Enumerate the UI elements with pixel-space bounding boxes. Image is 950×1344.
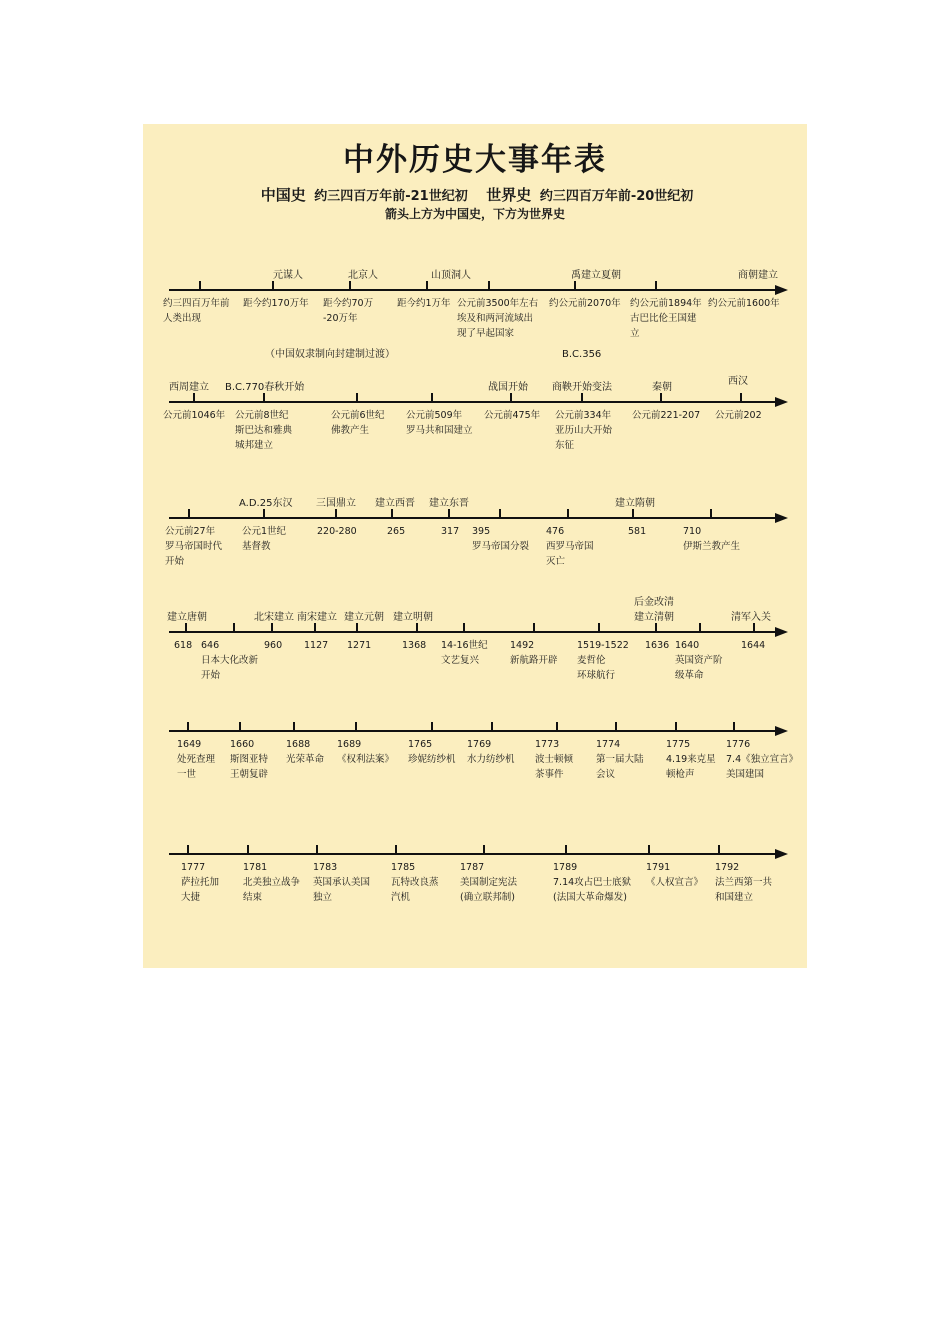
world-event-label: 1644 <box>741 640 766 651</box>
china-event-label: 建立隋朝 <box>615 498 655 509</box>
world-event-label: 1640 英国资产阶 级革命 <box>675 640 723 681</box>
timeline-tick <box>483 845 485 854</box>
timeline-tick <box>615 722 617 731</box>
world-event-label: 1773 波士顿倾 茶事件 <box>535 739 574 780</box>
timeline-axis <box>169 289 783 291</box>
world-event-label: 1785 瓦特改良蒸 汽机 <box>391 862 439 903</box>
world-event-label: 581 <box>628 526 647 537</box>
china-event-label: 禹建立夏朝 <box>571 270 621 281</box>
timeline-tick <box>598 623 600 632</box>
world-event-label: 1271 <box>347 640 372 651</box>
china-event-label: 商朝建立 <box>738 270 778 281</box>
timeline-axis <box>169 517 783 519</box>
timeline-tick <box>499 509 501 518</box>
world-event-label: 1775 4.19来克星 顿枪声 <box>666 739 716 780</box>
world-event-label: 距今约1万年 <box>397 298 451 309</box>
world-event-label: 1791 《人权宣言》 <box>646 862 704 888</box>
timeline-axis <box>169 730 783 732</box>
world-event-label: 960 <box>264 640 283 651</box>
china-history-label: 中国史 <box>260 186 306 204</box>
world-event-label: 公元前8世纪 斯巴达和雅典 城邦建立 <box>235 410 293 451</box>
timeline-tick <box>567 509 569 518</box>
world-event-label: 公元前6世纪 佛教产生 <box>331 410 385 436</box>
china-event-label: 西周建立 <box>169 382 209 393</box>
timeline-tick <box>239 722 241 731</box>
world-event-label: 公元前509年 罗马共和国建立 <box>406 410 473 436</box>
world-event-label: 1787 美国制定宪法 (确立联邦制) <box>460 862 518 903</box>
timeline-tick <box>699 623 701 632</box>
timeline-tick <box>556 722 558 731</box>
timeline-tick <box>740 393 742 402</box>
world-event-label: 14-16世纪 文艺复兴 <box>441 640 488 666</box>
timeline-tick <box>199 281 201 290</box>
china-event-label: 后金改清 <box>634 597 674 608</box>
timeline-tick <box>565 845 567 854</box>
china-event-label: 建立清朝 <box>634 612 674 623</box>
arrow-head-icon <box>775 285 788 295</box>
world-event-label: 220-280 <box>317 526 357 537</box>
timeline-tick <box>710 509 712 518</box>
timeline-tick <box>648 845 650 854</box>
china-event-label: 建立元朝 <box>344 612 384 623</box>
world-event-label: 1688 光荣革命 <box>286 739 325 765</box>
timeline-tick <box>488 281 490 290</box>
china-event-label: 战国开始 <box>488 382 528 393</box>
world-event-label: 公元前1046年 <box>163 410 226 421</box>
china-event-label: B.C.770春秋开始 <box>225 382 305 393</box>
world-event-label: 约公元前1600年 <box>708 298 780 309</box>
world-event-label: 395 罗马帝国分裂 <box>472 526 530 552</box>
world-event-label: 公元前202 <box>715 410 762 421</box>
world-event-label: 约公元前2070年 <box>549 298 621 309</box>
china-event-label: A.D.25东汉 <box>239 498 293 509</box>
timeline-tick <box>247 845 249 854</box>
world-event-label: 1783 英国承认美国 独立 <box>313 862 371 903</box>
china-event-label: 秦朝 <box>652 382 672 393</box>
china-event-label: 建立唐朝 <box>167 612 207 623</box>
timeline-tick <box>655 281 657 290</box>
timeline-tick <box>395 845 397 854</box>
world-event-label: 265 <box>387 526 406 537</box>
world-event-label: 618 <box>174 640 193 651</box>
timeline-tick <box>233 623 235 632</box>
timeline-tick <box>316 845 318 854</box>
timeline-tick <box>675 722 677 731</box>
arrow-head-icon <box>775 627 788 637</box>
timeline-axis <box>169 853 783 855</box>
timeline-tick <box>463 623 465 632</box>
world-event-label: 公元前475年 <box>484 410 541 421</box>
timeline-tick <box>188 509 190 518</box>
world-event-label: 1636 <box>645 640 670 651</box>
world-event-label: 距今约170万年 <box>243 298 309 309</box>
world-event-label: 317 <box>441 526 460 537</box>
china-event-label: （中国奴隶制向封建制过渡） <box>265 349 395 360</box>
china-event-label: B.C.356 <box>562 349 602 360</box>
world-event-label: 1774 第一届大陆 会议 <box>596 739 644 780</box>
china-event-label: 建立西晋 <box>375 498 415 509</box>
china-event-label: 建立东晋 <box>429 498 469 509</box>
timeline-tick <box>431 393 433 402</box>
china-event-label: 北宋建立 <box>254 612 294 623</box>
world-event-label: 1689 《权利法案》 <box>337 739 395 765</box>
world-event-label: 1769 水力纺纱机 <box>467 739 515 765</box>
world-history-range: 约三四百万年前-20世纪初 <box>539 189 694 204</box>
china-event-label: 建立明朝 <box>393 612 433 623</box>
world-event-label: 公元前3500年左右 埃及和两河流域出 现了早起国家 <box>457 298 539 339</box>
timeline-tick <box>187 845 189 854</box>
world-event-label: 1777 萨拉托加 大捷 <box>181 862 220 903</box>
timeline-tick <box>356 393 358 402</box>
arrow-head-icon <box>775 513 788 523</box>
world-event-label: 1660 斯图亚特 王朝复辟 <box>230 739 269 780</box>
arrow-head-icon <box>775 849 788 859</box>
world-event-label: 1368 <box>402 640 427 651</box>
timeline-tick <box>491 722 493 731</box>
world-event-label: 476 西罗马帝国 灭亡 <box>546 526 594 567</box>
world-event-label: 1792 法兰西第一共 和国建立 <box>715 862 773 903</box>
world-event-label: 710 伊斯兰教产生 <box>683 526 741 552</box>
timeline-tick <box>187 722 189 731</box>
world-event-label: 1776 7.4《独立宣言》 美国建国 <box>726 739 799 780</box>
world-event-label: 约公元前1894年 古巴比伦王国建 立 <box>630 298 702 339</box>
world-event-label: 646 日本大化改新 开始 <box>201 640 259 681</box>
world-event-label: 1127 <box>304 640 329 651</box>
china-history-range: 约三四百万年前-21世纪初 <box>314 189 468 204</box>
world-event-label: 1789 7.14攻占巴士底狱 (法国大革命爆发) <box>553 862 632 903</box>
subtitle <box>143 184 807 205</box>
world-event-label: 公元前221-207 <box>632 410 701 421</box>
timeline-tick <box>733 722 735 731</box>
world-event-label: 距今约70万 -20万年 <box>323 298 374 324</box>
world-event-label: 公元1世纪 基督教 <box>242 526 287 552</box>
china-event-label: 三国鼎立 <box>316 498 356 509</box>
arrow-head-icon <box>775 726 788 736</box>
timeline-tick <box>355 722 357 731</box>
timeline-axis <box>169 631 783 633</box>
china-event-label: 商鞅开始变法 <box>552 382 612 393</box>
arrow-head-icon <box>775 397 788 407</box>
world-event-label: 公元前27年 罗马帝国时代 开始 <box>165 526 223 567</box>
world-event-label: 1492 新航路开辟 <box>510 640 558 666</box>
world-event-label: 1781 北美独立战争 结束 <box>243 862 301 903</box>
timeline-tick <box>426 281 428 290</box>
arrow-note: 箭头上方为中国史，下方为世界史 <box>384 207 565 221</box>
world-event-label: 1519-1522 麦哲伦 环球航行 <box>577 640 629 681</box>
world-event-label: 1765 珍妮纺纱机 <box>408 739 456 765</box>
china-event-label: 南宋建立 <box>297 612 337 623</box>
china-event-label: 清军入关 <box>731 612 771 623</box>
timeline-tick <box>431 722 433 731</box>
world-event-label: 公元前334年 亚历山大开始 东征 <box>555 410 613 451</box>
china-event-label: 北京人 <box>348 270 378 281</box>
china-event-label: 元谋人 <box>273 270 303 281</box>
world-event-label: 约三四百万年前 人类出现 <box>163 298 230 324</box>
timeline-chart <box>143 124 807 968</box>
china-event-label: 西汉 <box>728 376 748 387</box>
timeline-axis <box>169 401 783 403</box>
page-title: 中外历史大事年表 <box>343 142 607 178</box>
timeline-tick <box>533 623 535 632</box>
world-event-label: 1649 处死查理 一世 <box>177 739 216 780</box>
china-event-label: 山顶洞人 <box>431 270 471 281</box>
timeline-tick <box>293 722 295 731</box>
world-history-label: 世界史 <box>486 186 532 204</box>
timeline-tick <box>718 845 720 854</box>
